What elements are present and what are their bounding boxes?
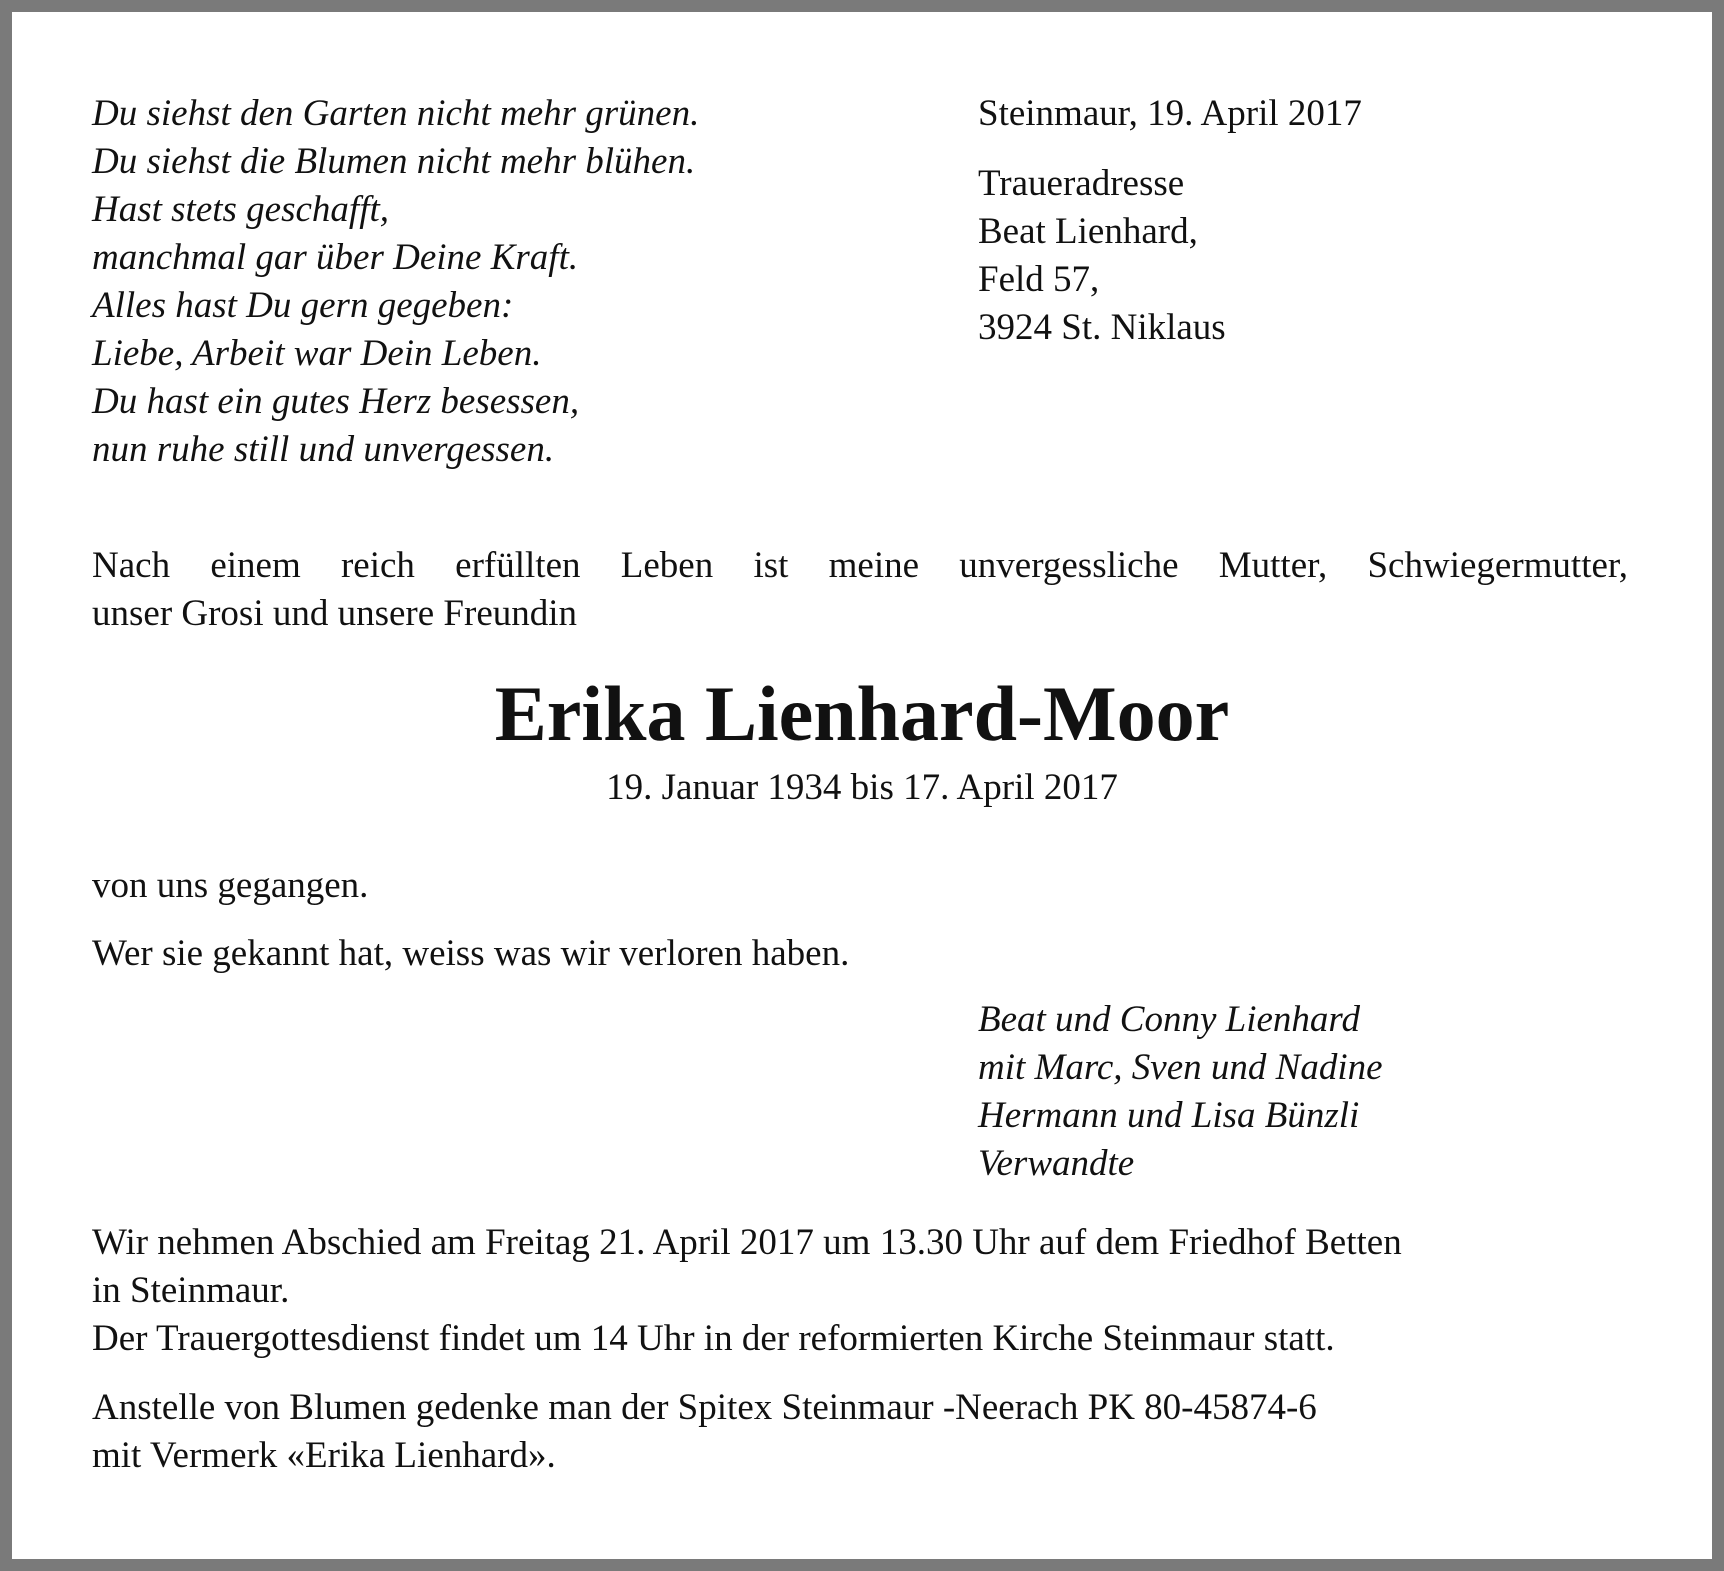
poem-line: nun ruhe still und unvergessen. bbox=[92, 429, 555, 470]
family-line: mit Marc, Sven und Nadine bbox=[978, 1047, 1383, 1088]
place-date: Steinmaur, 19. April 2017 bbox=[978, 93, 1362, 134]
intro-line: unser Grosi und unsere Freundin bbox=[92, 593, 578, 634]
address-line: Feld 57, bbox=[978, 259, 1100, 300]
passed-away-text: von uns gegangen. bbox=[92, 865, 369, 906]
poem-line: Hast stets geschafft, bbox=[92, 189, 390, 230]
intro-paragraph bbox=[92, 542, 1628, 638]
family-line: Verwandte bbox=[978, 1143, 1135, 1184]
ceremony-line: Der Trauergottesdienst findet um 14 Uhr in der reformierten Kirche Steinmaur statt. bbox=[92, 1318, 1335, 1359]
family-signatures bbox=[978, 996, 1678, 1188]
obituary-page bbox=[12, 12, 1712, 1559]
poem-line: Du siehst die Blumen nicht mehr blühen. bbox=[92, 141, 696, 182]
ceremony-line: in Steinmaur. bbox=[92, 1270, 290, 1311]
poem-line: manchmal gar über Deine Kraft. bbox=[92, 237, 579, 278]
donation-note bbox=[92, 1384, 1652, 1480]
deceased-lifespan: 19. Januar 1934 bis 17. April 2017 bbox=[606, 767, 1118, 808]
donation-line: Anstelle von Blumen gedenke man der Spitex Steinmaur -Neerach PK 80-45874-6 bbox=[92, 1387, 1317, 1428]
mourning-address-block bbox=[978, 90, 1678, 352]
poem-line: Du siehst den Garten nicht mehr grünen. bbox=[92, 93, 700, 134]
remembrance-text: Wer sie gekannt hat, weiss was wir verloren haben. bbox=[92, 933, 850, 974]
ceremony-details bbox=[92, 1219, 1652, 1363]
intro-line: Nach einem reich erfüllten Leben ist meine unvergessliche Mutter, Schwiegermutter, bbox=[92, 545, 1628, 586]
family-line: Beat und Conny Lienhard bbox=[978, 999, 1360, 1040]
address-line: Beat Lienhard, bbox=[978, 211, 1198, 252]
memorial-poem bbox=[92, 90, 912, 474]
ceremony-line: Wir nehmen Abschied am Freitag 21. April 2017 um 13.30 Uhr auf dem Friedhof Betten bbox=[92, 1222, 1402, 1263]
poem-line: Alles hast Du gern gegeben: bbox=[92, 285, 514, 326]
poem-line: Liebe, Arbeit war Dein Leben. bbox=[92, 333, 542, 374]
donation-line: mit Vermerk «Erika Lienhard». bbox=[92, 1435, 556, 1476]
family-line: Hermann und Lisa Bünzli bbox=[978, 1095, 1360, 1136]
poem-line: Du hast ein gutes Herz besessen, bbox=[92, 381, 580, 422]
address-line: Traueradresse bbox=[978, 163, 1185, 204]
address-line: 3924 St. Niklaus bbox=[978, 307, 1226, 348]
deceased-name: Erika Lienhard-Moor bbox=[494, 670, 1230, 757]
